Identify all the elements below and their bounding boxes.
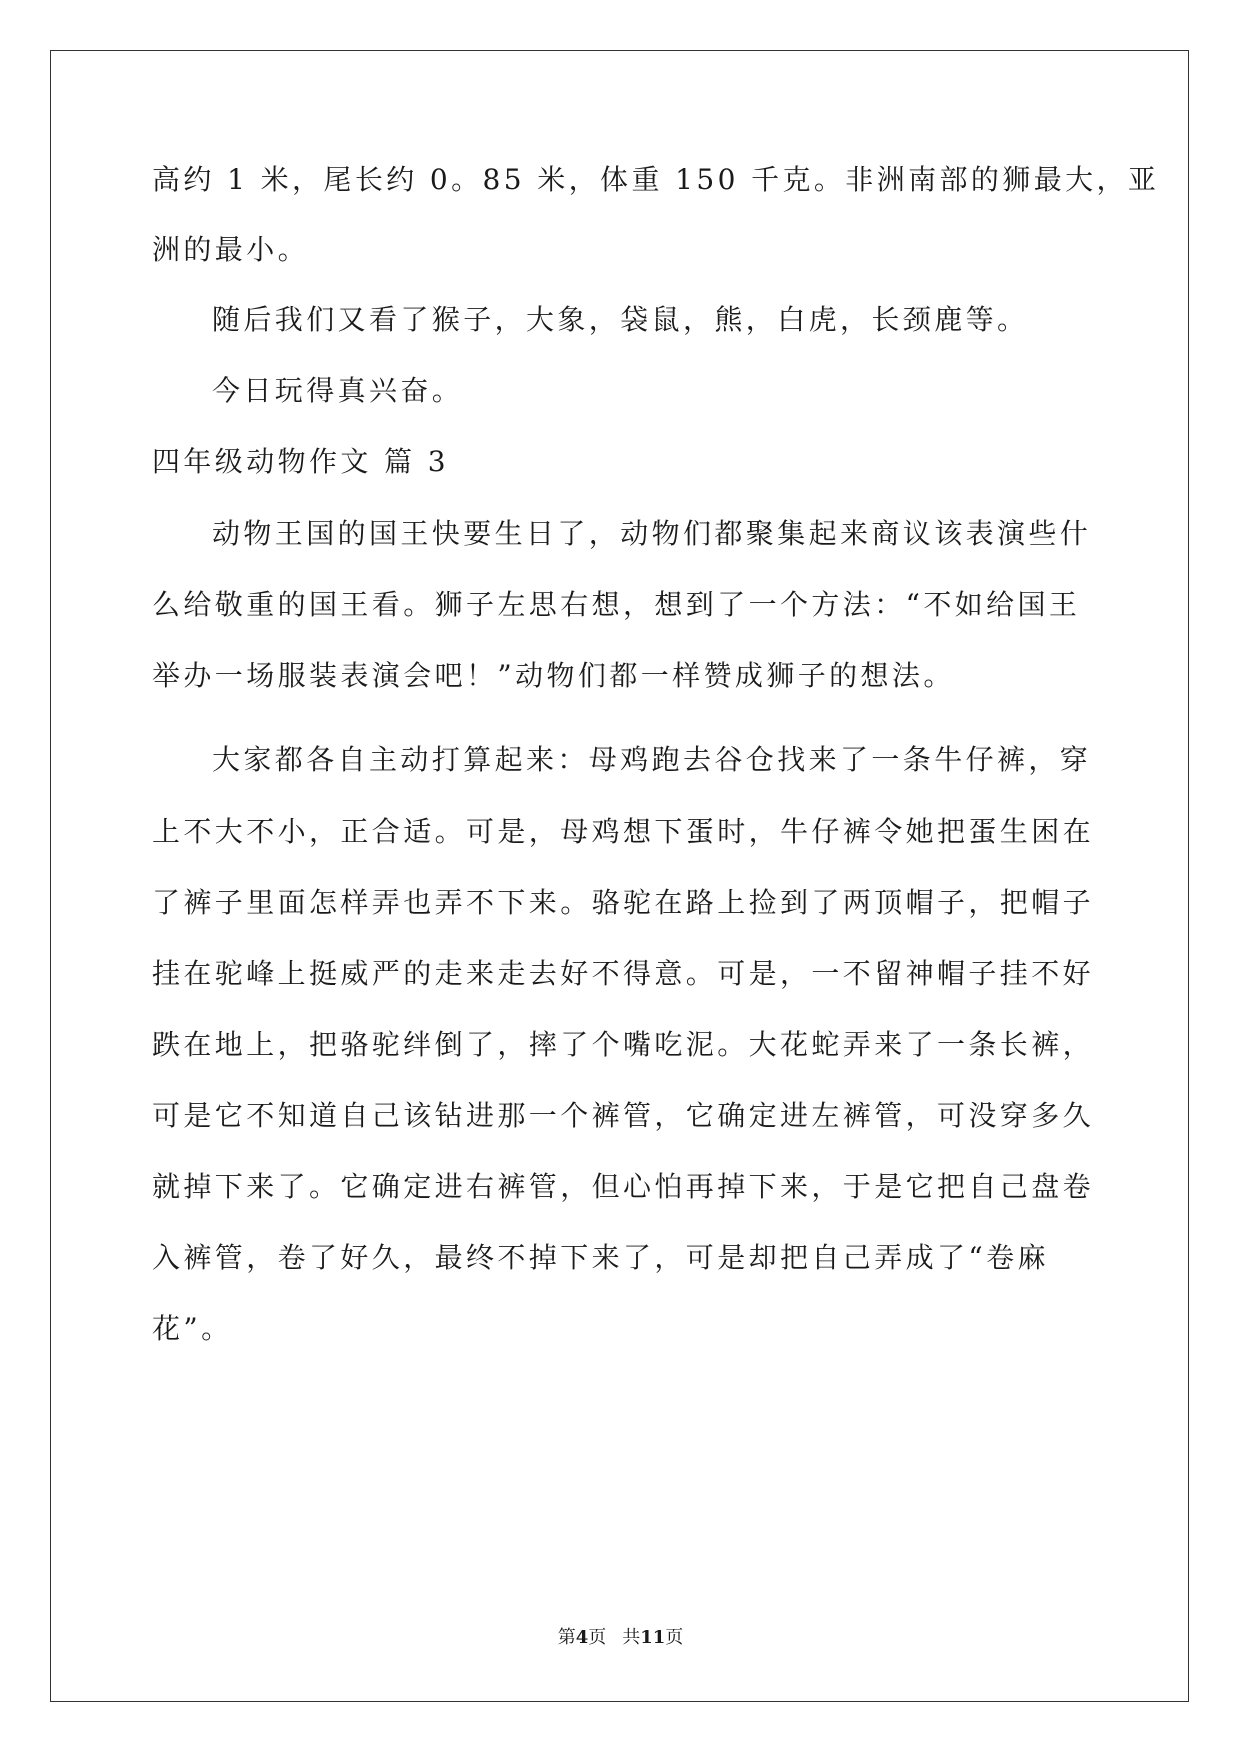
text-line: 么给敬重的国王看。狮子左思右想，想到了一个方法：“不如给国王 <box>152 588 1081 621</box>
text-line: 洲的最小。 <box>152 233 310 266</box>
page-number: 4 <box>575 1627 589 1648</box>
text-line: 随后我们又看了猴子，大象，袋鼠，熊，白虎，长颈鹿等。 <box>212 303 1029 336</box>
page-footer <box>0 1626 1241 1650</box>
text-line: 可是它不知道自己该钻进那一个裤管，它确定进左裤管，可没穿多久 <box>152 1099 1095 1132</box>
page-prefix: 第 <box>557 1627 576 1648</box>
page-suffix: 页 <box>588 1627 607 1648</box>
text-line: 上不大不小，正合适。可是，母鸡想下蛋时，牛仔裤令她把蛋生困在 <box>152 815 1095 848</box>
total-pages: 11 <box>640 1627 666 1648</box>
total-suffix: 页 <box>665 1627 684 1648</box>
text-line: 举办一场服装表演会吧！”动物们都一样赞成狮子的想法。 <box>152 659 955 692</box>
text-line: 入裤管，卷了好久，最终不掉下来了，可是却把自己弄成了“卷麻 <box>152 1241 1049 1274</box>
section-heading: 四年级动物作文 篇 3 <box>152 445 450 478</box>
text-line: 跌在地上，把骆驼绊倒了，摔了个嘴吃泥。大花蛇弄来了一条长裤， <box>152 1028 1095 1061</box>
page-border <box>50 50 1189 1702</box>
text-line: 花”。 <box>152 1312 233 1345</box>
text-line: 大家都各自主动打算起来：母鸡跑去谷仓找来了一条牛仔裤，穿 <box>212 743 1092 776</box>
total-prefix: 共 <box>622 1627 641 1648</box>
text-line: 了裤子里面怎样弄也弄不下来。骆驼在路上捡到了两顶帽子，把帽子 <box>152 886 1095 919</box>
text-line: 高约 1 米，尾长约 0。85 米，体重 150 千克。非洲南部的狮最大，亚 <box>152 163 1160 196</box>
text-line: 今日玩得真兴奋。 <box>212 374 464 407</box>
text-line: 就掉下来了。它确定进右裤管，但心怕再掉下来，于是它把自己盘卷 <box>152 1170 1095 1203</box>
text-line: 挂在驼峰上挺威严的走来走去好不得意。可是，一不留神帽子挂不好 <box>152 957 1095 990</box>
text-line: 动物王国的国王快要生日了，动物们都聚集起来商议该表演些什 <box>212 517 1092 550</box>
